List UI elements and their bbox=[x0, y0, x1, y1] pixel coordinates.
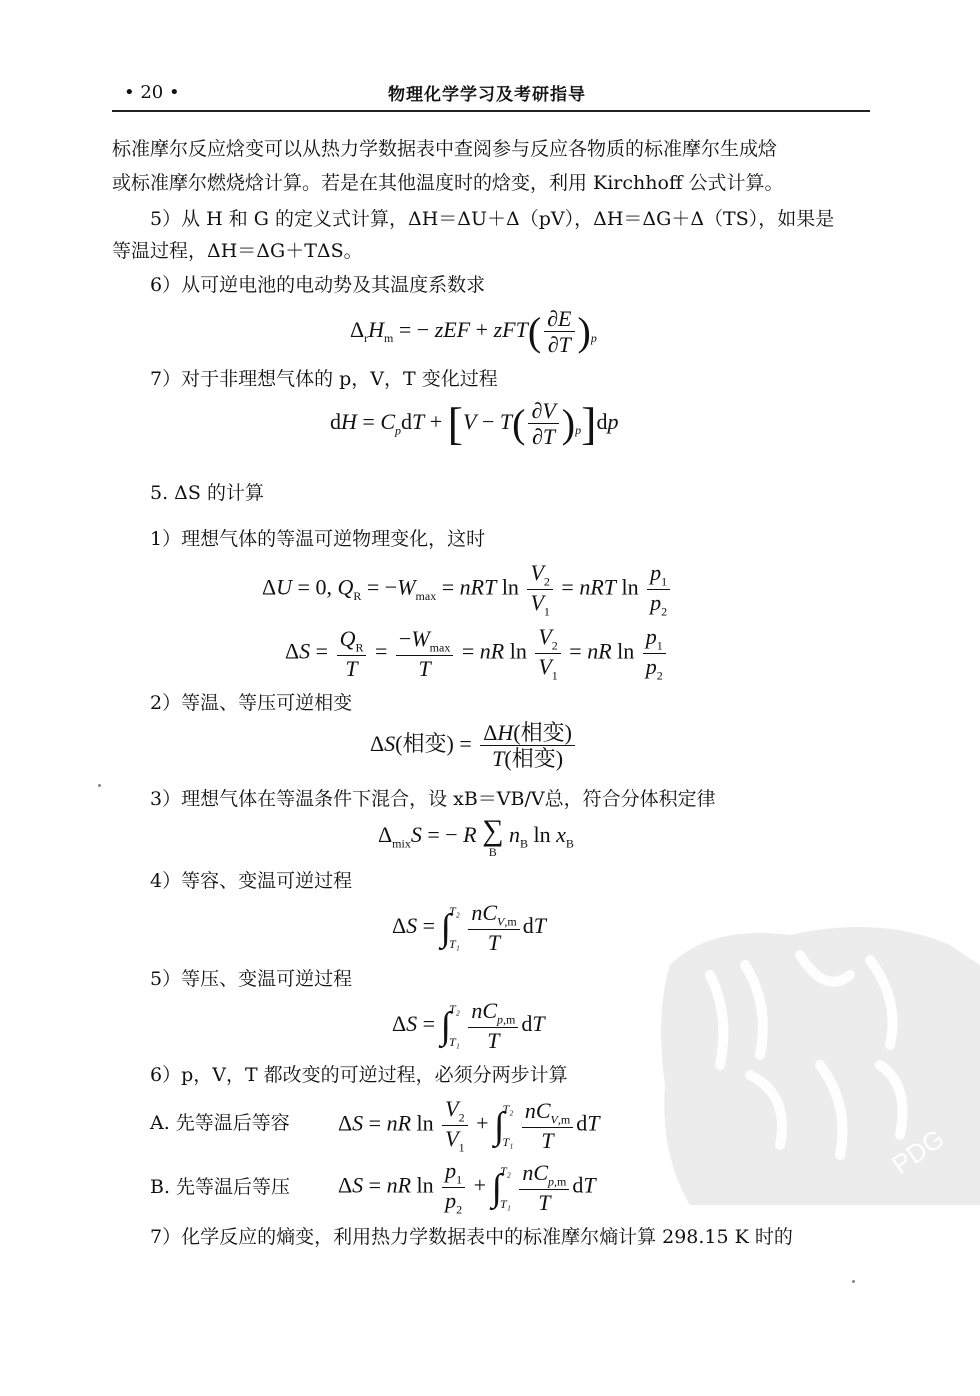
lower-limit: T₁ bbox=[449, 1034, 460, 1049]
s7-text: 7）化学反应的熵变，利用热力学数据表中的标准摩尔熵计算 298.15 K 时的 bbox=[150, 1226, 793, 1248]
phase-label-den: 相变 bbox=[511, 746, 556, 772]
formula-isochoric-S: ΔS = ∫ T₂ T₁ $\frac{nC_{V,m}}{T}$ dT bbox=[392, 900, 546, 956]
formula-enthalpy-emf: $\Delta_rH_m$ = − zEF + zFT( $\frac{\partial E}{\partial T}$ )$_p$ bbox=[350, 306, 597, 358]
phase-label-num: 相变 bbox=[520, 720, 565, 745]
formula-dH-nonideal: dH = $C_pdT + [V - T$( $\frac{\partial V}{\partial T}$ )$_p]dp$ bbox=[330, 397, 619, 450]
s6a-label: A. 先等温后等容 bbox=[150, 1112, 290, 1134]
pdg-watermark-stamp bbox=[650, 905, 980, 1205]
lower-limit: T₁ bbox=[502, 1134, 514, 1149]
upper-limit: T₂ bbox=[502, 1101, 514, 1116]
lower-limit: T₁ bbox=[449, 936, 460, 951]
header-rule bbox=[112, 110, 870, 112]
s3-text: 3）理想气体在等温条件下混合，设 xB＝VB/V总，符合分体积定律 bbox=[150, 788, 716, 810]
running-title: 物理化学学习及考研指导 bbox=[388, 85, 586, 105]
s2-text: 2）等温、等压可逆相变 bbox=[150, 692, 353, 714]
intro-line-1: 标准摩尔反应焓变可以从热力学数据表中查阅参与反应各物质的标准摩尔生成焓 bbox=[112, 138, 778, 160]
sum-index: B bbox=[488, 845, 497, 859]
upper-limit: T₂ bbox=[449, 1001, 460, 1016]
watermark-text: PDG bbox=[886, 1123, 950, 1180]
formula-isothermal-S: ΔS = $\frac{Q_R}{T}$ = $\frac{-W_{max}}{T}$ = nR ln $\frac{V_2}{V_1}$ = nR ln $\frac{p_1}{p_2}$ bbox=[285, 624, 669, 683]
intro-line-2: 或标准摩尔燃烧焓计算。若是在其他温度时的焓变，利用 Kirchhoff 公式计算。 bbox=[112, 172, 784, 194]
item-6-text: 6）从可逆电池的电动势及其温度系数求 bbox=[150, 274, 486, 296]
upper-limit: T₂ bbox=[449, 903, 460, 918]
s6-text: 6）p，V，T 都改变的可逆过程，必须分两步计算 bbox=[150, 1064, 568, 1086]
lower-limit: T₁ bbox=[500, 1196, 511, 1211]
phase-label: 相变 bbox=[402, 730, 447, 756]
formula-two-step-A: ΔS = nR ln $\frac{V_2}{V_1}$ + ∫ T₂ T₁ $\frac{nC_{V,m}}{T}$ dT bbox=[338, 1096, 600, 1155]
formula-phase-change-S: ΔS(相变) = $\frac{\text{ΔH(相变)}}{\text{T(相变)}}$ bbox=[370, 720, 578, 772]
formula-isothermal-U-Q: ΔU = 0, $Q_R = -W_{max}$ = nRT ln $\frac{V_2}{V_1}$ = nRT ln $\frac{p_1}{p_2}$ bbox=[262, 560, 673, 619]
formula-mixing-S: $\Delta_{mix}S$ = − R ∑ B $n_B$ $\ln x_B$ bbox=[378, 814, 574, 859]
scan-speck bbox=[852, 1280, 855, 1283]
item-7-text: 7）对于非理想气体的 p，V，T 变化过程 bbox=[150, 368, 498, 390]
s5-text: 5）等压、变温可逆过程 bbox=[150, 968, 353, 990]
item-5-line-2: 等温过程，ΔH＝ΔG＋TΔS。 bbox=[112, 240, 363, 262]
scan-speck bbox=[98, 784, 101, 787]
s4-text: 4）等容、变温可逆过程 bbox=[150, 870, 353, 892]
page-number: • 20 • bbox=[124, 82, 180, 103]
s1-text: 1）理想气体的等温可逆物理变化，这时 bbox=[150, 528, 486, 550]
item-5-line-1: 5）从 H 和 G 的定义式计算，ΔH＝ΔU＋Δ（pV），ΔH＝ΔG＋Δ（TS），如果是 bbox=[150, 208, 835, 230]
formula-two-step-B: ΔS = nR ln $\frac{p_1}{p_2}$ + ∫ T₂ T₁ $\frac{nC_{p,m}}{T}$ dT bbox=[338, 1158, 596, 1217]
formula-isobaric-S: ΔS = ∫ T₂ T₁ $\frac{nC_{p,m}}{T}$ dT bbox=[392, 998, 545, 1054]
s6b-label: B. 先等温后等压 bbox=[150, 1176, 291, 1198]
upper-limit: T₂ bbox=[500, 1163, 511, 1178]
section-5-heading: 5. ΔS 的计算 bbox=[150, 482, 264, 504]
